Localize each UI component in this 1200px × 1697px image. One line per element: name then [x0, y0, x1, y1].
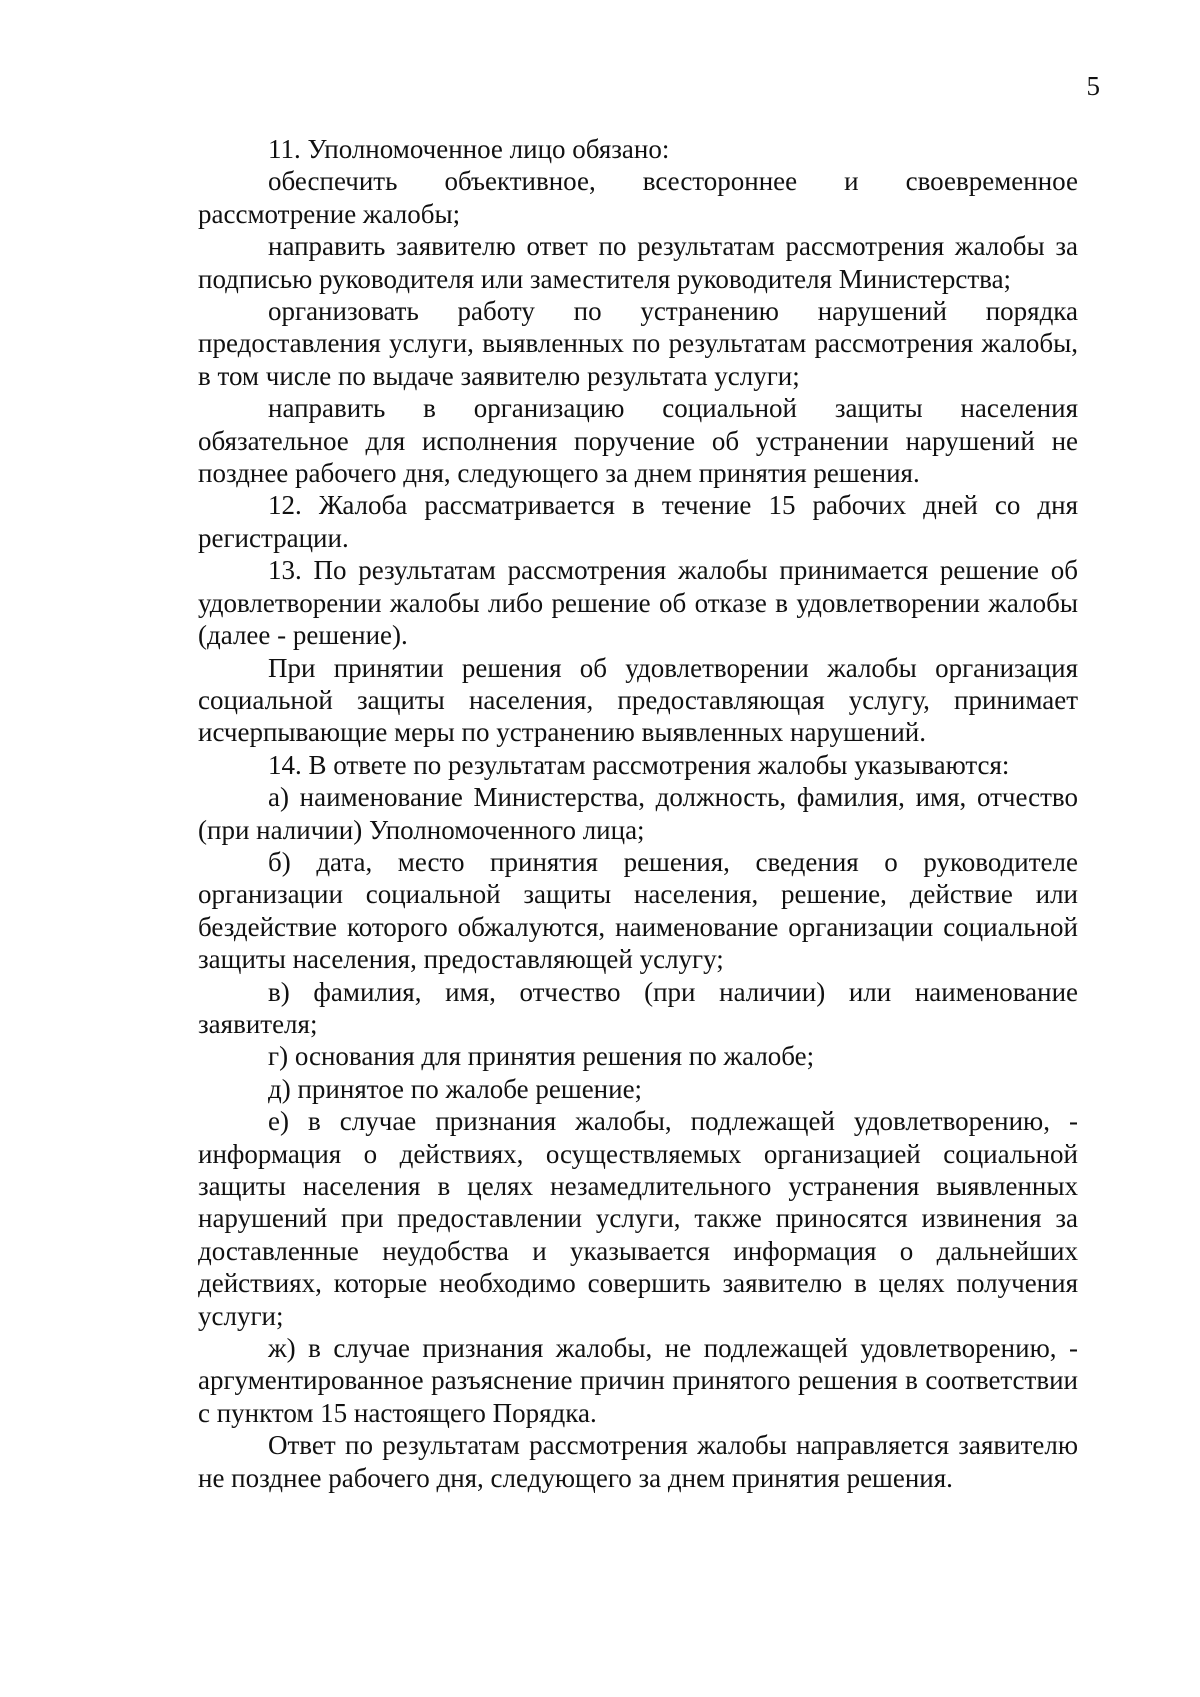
- document-body: [198, 133, 1078, 1494]
- paragraph-14-item-a: а) наименование Министерства, должность, фамилия, имя, отчество (при наличии) Уполномоченного лица;: [198, 782, 1078, 845]
- paragraph-14-heading: 14. В ответе по результатам рассмотрения жалобы указываются:: [268, 749, 1010, 780]
- paragraph-14-item-v: в) фамилия, имя, отчество (при наличии) или наименование заявителя;: [198, 976, 1078, 1039]
- paragraph-13-continuation: При принятии решения об удовлетворении жалобы организация социальной защиты населения, предоставляющая услугу, принимает исчерпывающие меры по устранению выявленных нарушений.: [198, 652, 1078, 748]
- paragraph-14-item-b: б) дата, место принятия решения, сведения о руководителе организации социальной защиты населения, решение, действие или бездействие которого обжалуются, наименование организации социальной защиты населения, предоставляющей услугу;: [198, 846, 1078, 975]
- paragraph-13: 13. По результатам рассмотрения жалобы принимается решение об удовлетворении жалобы либо решение об отказе в удовлетворении жалобы (далее - решение).: [198, 555, 1078, 651]
- paragraph-14-item-d: д) принятое по жалобе решение;: [268, 1073, 643, 1104]
- paragraph-answer-deadline: Ответ по результатам рассмотрения жалобы направляется заявителю не позднее рабочего дня, следующего за днем принятия решения.: [198, 1430, 1078, 1493]
- paragraph-14-item-zh: ж) в случае признания жалобы, не подлежащей удовлетворению, - аргументированное разъяснение причин принятого решения в соответствии с пунктом 15 настоящего Порядка.: [198, 1333, 1078, 1428]
- paragraph-11-heading: 11. Уполномоченное лицо обязано:: [268, 134, 670, 164]
- paragraph-11-item-objective-review: обеспечить объективное, всестороннее и своевременное рассмотрение жалобы;: [198, 166, 1078, 229]
- page-number: 5: [1086, 71, 1100, 101]
- paragraph-11-item-send-answer: направить заявителю ответ по результатам рассмотрения жалобы за подписью руководителя или заместителя руководителя Министерства;: [198, 231, 1078, 294]
- paragraph-12: 12. Жалоба рассматривается в течение 15 рабочих дней со дня регистрации.: [198, 490, 1078, 553]
- paragraph-14-item-e: е) в случае признания жалобы, подлежащей удовлетворению, - информация о действиях, осуществляемых организацией социальной защиты населения в целях незамедлительного устранения выявленных нарушений при предоставлении услуги, также приносятся извинения за доставленные неудобства и указывается информация о дальнейших действиях, которые необходимо совершить заявителю в целях получения услуги;: [198, 1106, 1078, 1331]
- paragraph-14-item-g: г) основания для принятия решения по жалобе;: [268, 1041, 815, 1072]
- paragraph-11-item-send-order: направить в организацию социальной защиты населения обязательное для исполнения поручение об устранении нарушений не позднее рабочего дня, следующего за днем принятия решения.: [198, 393, 1078, 489]
- paragraph-11-item-organize-work: организовать работу по устранению нарушений порядка предоставления услуги, выявленных по результатам рассмотрения жалобы, в том числе по выдаче заявителю результата услуги;: [198, 296, 1078, 391]
